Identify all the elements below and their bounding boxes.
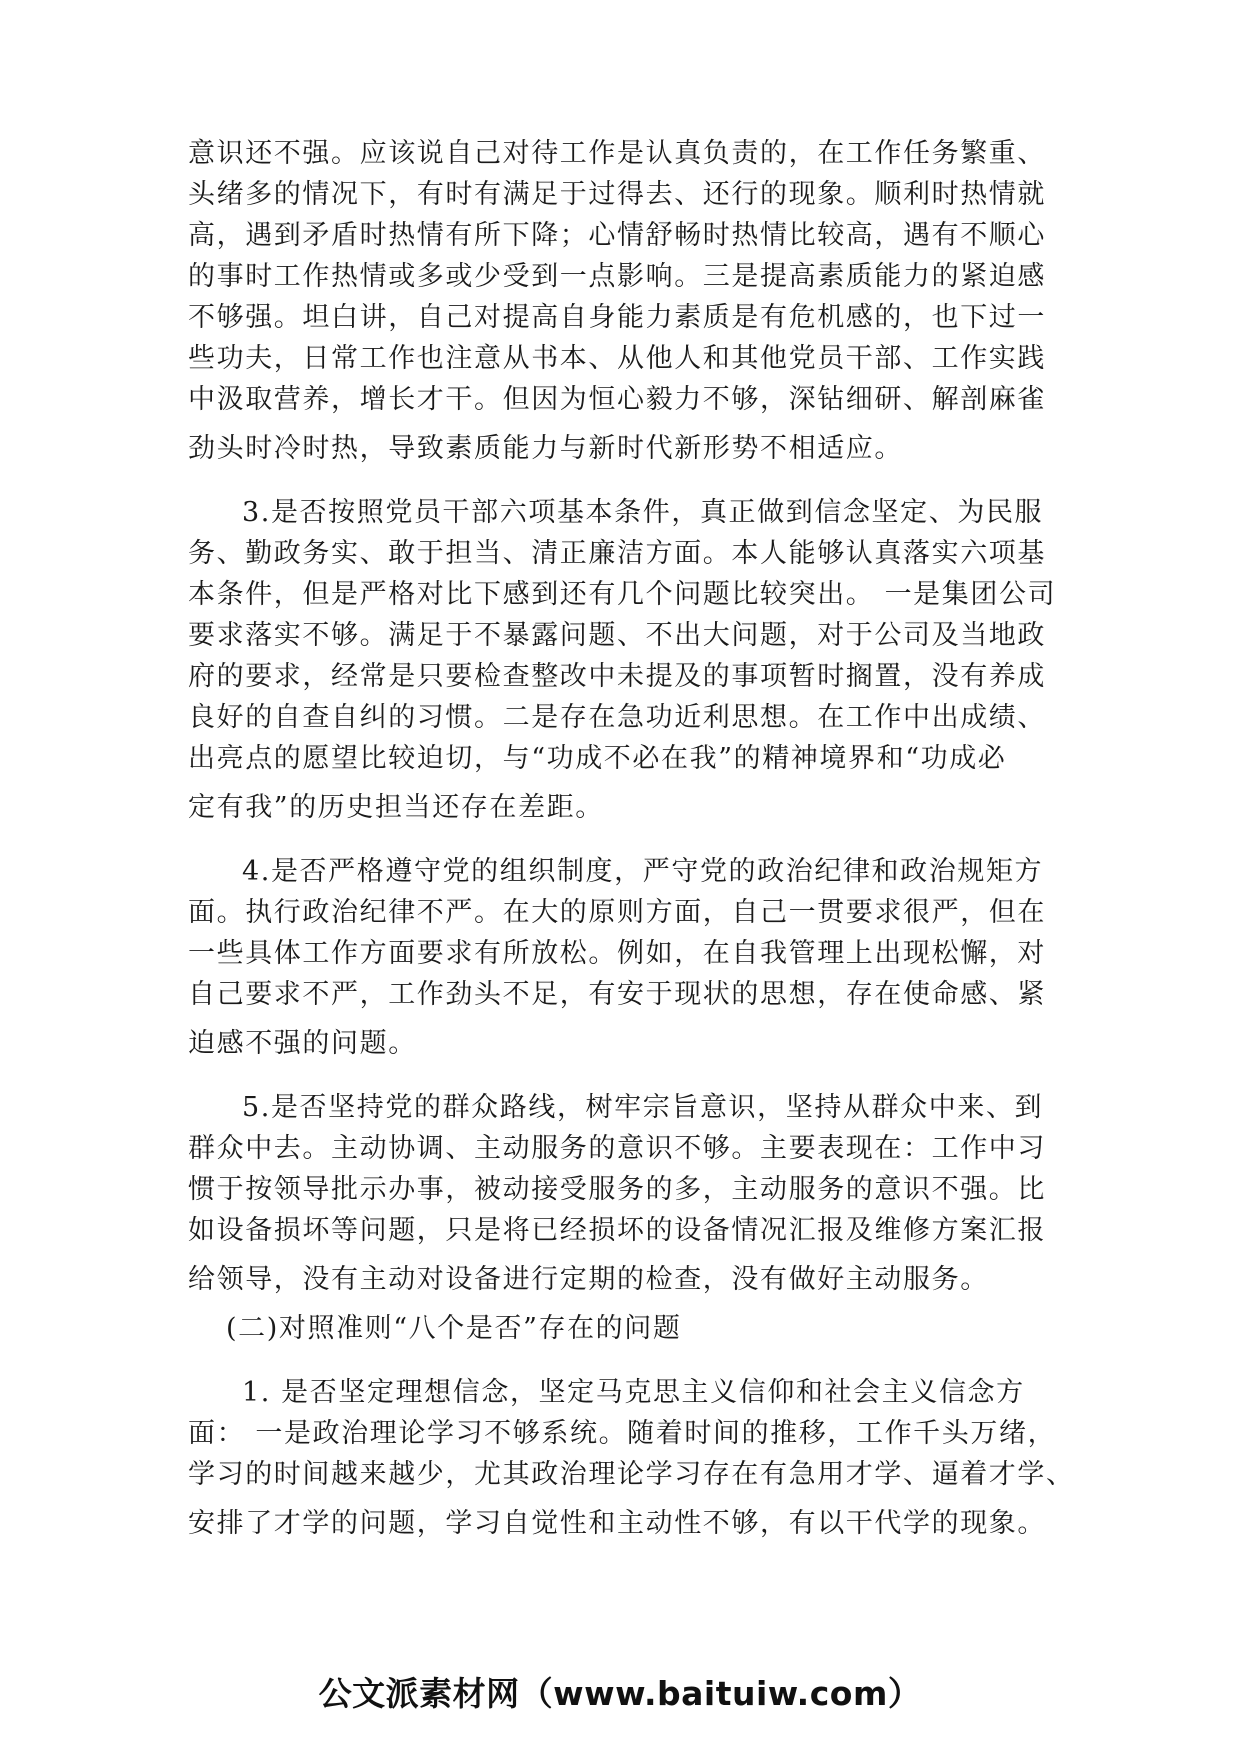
paragraph-item-1 bbox=[188, 1372, 1075, 1544]
text-line: 些功夫，日常工作也注意从书本、从他人和其他党员干部、工作实践 bbox=[188, 343, 1046, 374]
text-line: 3.是否按照党员干部六项基本条件，真正做到信念坚定、为民服 bbox=[242, 497, 1044, 528]
text-line: 本条件，但是严格对比下感到还有几个问题比较突出。 一是集团公司 bbox=[188, 579, 1057, 610]
text-line: 的事时工作热情或多或少受到一点影响。三是提高素质能力的紧迫感 bbox=[188, 261, 1046, 292]
text-line: 定有我”的历史担当还存在差距。 bbox=[188, 792, 604, 823]
text-line: 1. 是否坚定理想信念，坚定马克思主义信仰和社会主义信念方 bbox=[242, 1377, 1025, 1408]
section-heading bbox=[188, 1308, 1048, 1349]
text-line: 惯于按领导批示办事，被动接受服务的多，主动服务的意识不强。比 bbox=[188, 1174, 1046, 1205]
text-line: 中汲取营养，增长才干。但因为恒心毅力不够，深钻细研、解剖麻雀 bbox=[188, 384, 1046, 415]
text-line: 头绪多的情况下，有时有满足于过得去、还行的现象。顺利时热情就 bbox=[188, 179, 1046, 210]
paragraph-item-4 bbox=[188, 851, 1048, 1064]
text-line: 不够强。坦白讲，自己对提高自身能力素质是有危机感的，也下过一 bbox=[188, 302, 1046, 333]
paragraph-item-5 bbox=[188, 1087, 1048, 1300]
text-line: 面。执行政治纪律不严。在大的原则方面，自己一贯要求很严，但在 bbox=[188, 897, 1046, 928]
text-line: 一些具体工作方面要求有所放松。例如，在自我管理上出现松懈，对 bbox=[188, 938, 1046, 969]
text-line: 迫感不强的问题。 bbox=[188, 1028, 417, 1059]
paragraph-item-3 bbox=[188, 492, 1057, 828]
text-line: 群众中去。主动协调、主动服务的意识不够。主要表现在：工作中习 bbox=[188, 1133, 1046, 1164]
text-line: 务、勤政务实、敢于担当、清正廉洁方面。本人能够认真落实六项基 bbox=[188, 538, 1046, 569]
document-body bbox=[188, 133, 1075, 1544]
text-line: 学习的时间越来越少，尤其政治理论学习存在有急用才学、逼着才学、 bbox=[188, 1459, 1075, 1490]
footer-watermark: 公文派素材网（www.baituiw.com） bbox=[318, 1674, 922, 1713]
text-line: 如设备损坏等问题，只是将已经损坏的设备情况汇报及维修方案汇报 bbox=[188, 1215, 1046, 1246]
text-line: 要求落实不够。满足于不暴露问题、不出大问题，对于公司及当地政 bbox=[188, 620, 1046, 651]
text-line: 给领导，没有主动对设备进行定期的检查，没有做好主动服务。 bbox=[188, 1264, 989, 1295]
text-line: 出亮点的愿望比较迫切，与“功成不必在我”的精神境界和“功成必 bbox=[188, 743, 1007, 774]
text-line: 高，遇到矛盾时热情有所下降；心情舒畅时热情比较高，遇有不顺心 bbox=[188, 220, 1046, 251]
text-line: 5.是否坚持党的群众路线，树牢宗旨意识，坚持从群众中来、到 bbox=[242, 1092, 1044, 1123]
text-line: 安排了才学的问题，学习自觉性和主动性不够，有以干代学的现象。 bbox=[188, 1508, 1046, 1539]
text-line: 府的要求，经常是只要检查整改中未提及的事项暂时搁置，没有养成 bbox=[188, 661, 1046, 692]
text-line: 4.是否严格遵守党的组织制度，严守党的政治纪律和政治规矩方 bbox=[242, 856, 1044, 887]
section-heading-text: (二)对照准则“八个是否”存在的问题 bbox=[226, 1313, 682, 1344]
text-line: 自己要求不严，工作劲头不足，有安于现状的思想，存在使命感、紧 bbox=[188, 979, 1046, 1010]
text-line: 面： 一是政治理论学习不够系统。随着时间的推移，工作千头万绪， bbox=[188, 1418, 1057, 1449]
paragraph-continuation bbox=[188, 133, 1048, 469]
text-line: 意识还不强。应该说自己对待工作是认真负责的，在工作任务繁重、 bbox=[188, 138, 1046, 169]
text-line: 良好的自查自纠的习惯。二是存在急功近利思想。在工作中出成绩、 bbox=[188, 702, 1046, 733]
text-line: 劲头时冷时热，导致素质能力与新时代新形势不相适应。 bbox=[188, 433, 903, 464]
